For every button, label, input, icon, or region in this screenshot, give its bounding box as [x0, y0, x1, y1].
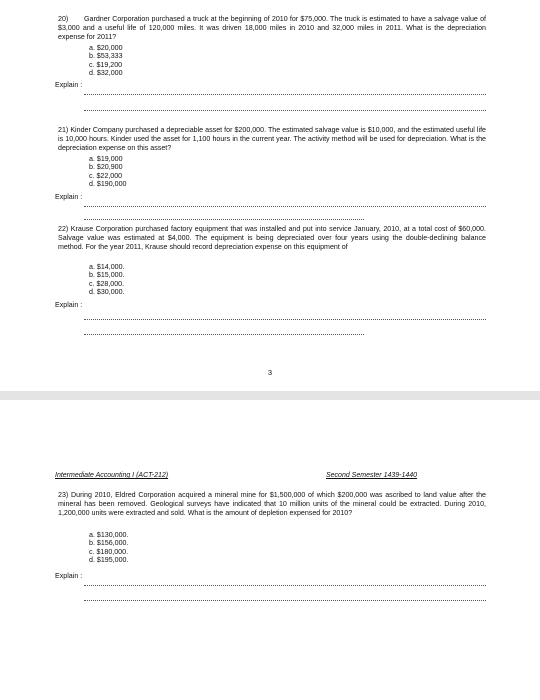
answer-line — [84, 110, 486, 111]
question-21 — [58, 126, 486, 154]
explain-label: Explain : — [55, 81, 83, 89]
semester-header: Second Semester 1439-1440 — [326, 472, 418, 479]
answer-line — [84, 219, 364, 220]
document-page-2 — [0, 400, 540, 700]
answer-option[interactable]: d. $190,000 — [89, 180, 127, 189]
answer-option[interactable]: c. $22,000 — [89, 171, 123, 180]
answer-option[interactable]: c. $28,000. — [89, 279, 125, 288]
answer-option[interactable]: c. $180,000. — [89, 547, 129, 556]
question-23 — [58, 491, 486, 519]
answer-option[interactable]: b. $15,000. — [89, 271, 125, 280]
question-22 — [58, 225, 486, 253]
answer-options-23 — [89, 531, 128, 565]
answer-options-21 — [89, 155, 126, 189]
answer-option[interactable]: a. $19,000 — [89, 155, 123, 163]
answer-option[interactable]: d. $195,000. — [89, 556, 129, 565]
question-number: 20) — [58, 15, 69, 23]
answer-option[interactable]: a. $130,000. — [89, 531, 129, 539]
answer-option[interactable]: d. $32,000 — [89, 69, 123, 78]
question-20 — [58, 15, 486, 43]
explain-label: Explain : — [55, 301, 83, 309]
page-number: 3 — [267, 368, 273, 377]
answer-line — [84, 334, 364, 335]
question-text: Gardner Corporation purchased a truck at the beginning of 2010 for $75,000. The truck is estimated to have a salvage value of $3,000 and a useful life of 120,000 miles. It was driven 18,000 miles in 2010 and 32,000 miles in 2011. What is the depreciation expense for 2011? — [58, 15, 486, 42]
question-number: 21) — [58, 126, 69, 134]
question-number: 22) — [58, 225, 69, 233]
answer-options-22 — [89, 263, 125, 297]
course-header: Intermediate Accounting I (ACT-212) — [55, 472, 169, 479]
answer-line — [84, 319, 486, 320]
explain-label: Explain : — [55, 572, 83, 580]
question-text: Krause Corporation purchased factory equipment that was installed and put into service January, 2010, at a total cost of $60,000. Salvage value was estimated at $4,000. The equipment is being depreciated over four years using the double-declining balance method. For the year 2011, Krause should record depreciation expense on this equipment of — [58, 225, 486, 252]
answer-option[interactable]: c. $19,200 — [89, 60, 123, 69]
answer-line — [84, 94, 486, 95]
answer-option[interactable]: d. $30,000. — [89, 288, 125, 297]
answer-option[interactable]: a. $14,000. — [89, 263, 125, 271]
question-text: Kinder Company purchased a depreciable asset for $200,000. The estimated salvage value is $10,000, and the estimated useful life is 10,000 hours. Kinder used the asset for 1,100 hours in the current year. The activity method will be used for depreciation. What is the depreciation expense on this asset? — [58, 126, 486, 153]
answer-option[interactable]: b. $20,900 — [89, 163, 123, 172]
question-text: During 2010, Eldred Corporation acquired a mineral mine for $1,500,000 of which $200,000 was ascribed to land value after the mineral has been removed. Geological surveys have indicated that 10 million units of the mineral could be extracted. During 2010, 1,200,000 units were extracted and sold. What is the amount of depletion expensed for 2010? — [58, 491, 486, 518]
answer-line — [84, 206, 486, 207]
question-number: 23) — [58, 491, 69, 499]
answer-option[interactable]: b. $53,333 — [89, 52, 123, 61]
answer-option[interactable]: a. $20,000 — [89, 44, 123, 52]
answer-option[interactable]: b. $156,000. — [89, 539, 129, 548]
answer-line — [84, 600, 486, 601]
answer-line — [84, 585, 486, 586]
explain-label: Explain : — [55, 193, 83, 201]
answer-options-20 — [89, 44, 123, 78]
